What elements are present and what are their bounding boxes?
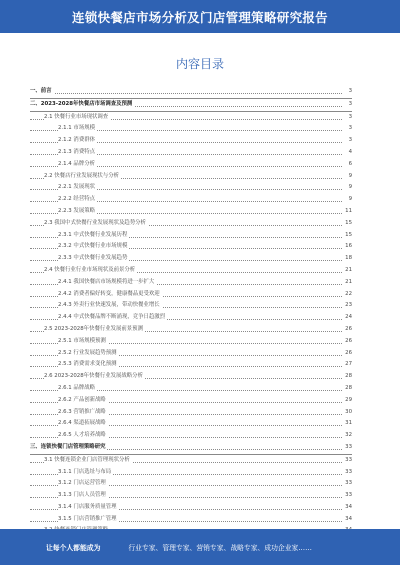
toc-entry-label: 3.1.4 门店服务质量管理	[58, 502, 119, 514]
toc-entry[interactable]	[30, 336, 352, 348]
toc-entry-label: 2.6.5 人才培养战略	[58, 430, 108, 442]
toc-entry[interactable]	[30, 123, 352, 135]
toc-entry-label: 3.1.1 门店选址与布局	[58, 467, 113, 479]
toc-entry-page: 15	[343, 218, 352, 230]
toc-entry[interactable]	[30, 478, 352, 490]
toc-entry[interactable]	[30, 135, 352, 147]
toc-entry-page: 26	[343, 348, 352, 360]
toc-entry-label: 2.4.2 消费者偏好转变，健康餐品更受欢迎	[58, 289, 162, 301]
toc-entry-page: 3	[347, 99, 352, 111]
toc-entry[interactable]	[30, 253, 352, 265]
toc-entry-label: 2.4.3 外卖行业快速发展，带动快餐业增长	[58, 300, 162, 312]
toc-entry-page: 16	[343, 241, 352, 253]
toc-entry[interactable]	[30, 502, 352, 514]
footer-slogan-right: 行业专家、管理专家、营销专家、战略专家、成功企业家……	[128, 544, 312, 552]
toc-entry-label: 2.1.2 消费群体	[58, 135, 97, 147]
toc-entry[interactable]	[30, 430, 352, 442]
toc-entry-label: 2.5 2023-2028年快餐行业发展前景预测	[44, 324, 145, 336]
toc-entry-page: 26	[343, 336, 352, 348]
footer-slogan-left: 让每个人都能成为	[46, 544, 101, 552]
toc-entry-page: 3	[347, 123, 352, 135]
toc-entry-page: 29	[343, 395, 352, 407]
toc-entry-page: 32	[343, 430, 352, 442]
toc-entry-page: 6	[347, 159, 352, 171]
toc-entry-page: 30	[343, 407, 352, 419]
toc-entry-label: 2.1.1 市场规模	[58, 123, 97, 135]
toc-entry[interactable]	[30, 514, 352, 526]
toc-entry-page: 15	[343, 230, 352, 242]
toc-entry-page: 33	[343, 455, 352, 467]
toc-entry-label: 2.1 快餐行业市场现状调查	[44, 112, 110, 124]
toc-entry-page: 31	[343, 418, 352, 430]
toc-entry-label: 2.5.3 消费需求变化预测	[58, 359, 119, 371]
toc-entry-label: 2.5.1 市场规模预测	[58, 336, 108, 348]
toc-entry-page: 34	[343, 514, 352, 526]
toc-entry-label: 二、2023-2028年快餐店市场调查及预测	[30, 99, 134, 111]
toc-entry-page: 3	[347, 112, 352, 124]
toc-entry-page: 27	[343, 359, 352, 371]
toc-entry[interactable]	[30, 407, 352, 419]
toc-entry[interactable]	[30, 371, 352, 383]
toc-entry-page: 9	[347, 194, 352, 206]
toc-entry[interactable]	[30, 455, 352, 467]
toc-entry-page: 34	[343, 502, 352, 514]
toc-entry[interactable]	[30, 395, 352, 407]
document-title: 连锁快餐店市场分析及门店管理策略研究报告	[71, 9, 328, 25]
toc-entry-label: 2.1.4 品牌分析	[58, 159, 97, 171]
toc-entry-label: 2.6.1 品牌战略	[58, 383, 97, 395]
toc-entry-page: 3	[347, 86, 352, 98]
toc-entry-page: 9	[347, 171, 352, 183]
toc-entry-page: 33	[343, 442, 352, 454]
toc-entry-label: 一、前言	[30, 86, 54, 98]
toc-entry[interactable]	[30, 442, 352, 455]
toc-entry-page: 26	[343, 324, 352, 336]
toc-entry[interactable]	[30, 348, 352, 360]
toc-entry-label: 3.1 快餐连锁企业门店管理现状分析	[44, 455, 132, 467]
toc-entry-label: 2.1.3 消费特点	[58, 147, 97, 159]
toc-leader-dots	[30, 93, 342, 94]
toc-entry[interactable]	[30, 467, 352, 479]
toc-entry-label: 2.3.3 中式快餐行业发展趋势	[58, 253, 129, 265]
toc-entry-label: 3.1.2 门店运营管理	[58, 478, 108, 490]
toc-entry-page: 9	[347, 182, 352, 194]
toc-entry-label: 2.6.3 营销推广战略	[58, 407, 108, 419]
toc-entry-label: 2.4.1 我国快餐店市场规模将进一步扩大	[58, 277, 156, 289]
toc-entry-page: 11	[343, 206, 352, 218]
toc-entry-label: 3.1.5 门店营销推广管理	[58, 514, 119, 526]
toc-entry-page: 33	[343, 478, 352, 490]
toc-entry[interactable]	[30, 418, 352, 430]
toc-entry-page: 28	[343, 383, 352, 395]
toc-entry[interactable]	[30, 112, 352, 124]
toc-entry-label: 2.4.4 中式快餐品牌不断涌现，竞争日趋激烈	[58, 312, 167, 324]
toc-entry-label: 2.3.1 中式快餐行业发展历程	[58, 230, 129, 242]
toc-entry-label: 2.6.2 产品创新战略	[58, 395, 108, 407]
toc-entry[interactable]	[30, 490, 352, 502]
toc-entry-label: 2.6.4 渠道拓展战略	[58, 418, 108, 430]
toc-entry[interactable]	[30, 182, 352, 194]
toc-entry-label: 三、连锁快餐门店管理策略研究	[30, 442, 107, 454]
toc-entry-label: 2.6 2023-2028年快餐行业发展战略分析	[44, 371, 145, 383]
toc-entry-page: 23	[343, 300, 352, 312]
toc-entry-page: 21	[343, 265, 352, 277]
toc-entry-page: 3	[347, 135, 352, 147]
toc-entry[interactable]	[30, 312, 352, 324]
toc-entry[interactable]	[30, 265, 352, 277]
toc-entry-label: 2.3.2 中式快餐行业市场规模	[58, 241, 129, 253]
toc-entry[interactable]	[30, 277, 352, 289]
toc-entry-label: 2.4 快餐行业行业市场现状及前景分析	[44, 265, 137, 277]
toc-entry[interactable]	[30, 218, 352, 230]
document-footer	[0, 529, 400, 565]
toc-entry-page: 21	[343, 277, 352, 289]
table-of-contents	[30, 86, 352, 561]
toc-entry-page: 33	[343, 467, 352, 479]
toc-entry[interactable]	[30, 383, 352, 395]
toc-entry[interactable]	[30, 289, 352, 301]
toc-entry-page: 24	[343, 312, 352, 324]
toc-entry[interactable]	[30, 241, 352, 253]
toc-entry-page: 33	[343, 490, 352, 502]
document-header	[0, 0, 400, 33]
toc-entry-page: 18	[343, 253, 352, 265]
toc-entry[interactable]	[30, 359, 352, 371]
toc-entry-label: 2.5.2 行业发展趋势预测	[58, 348, 119, 360]
toc-entry-label: 2.2.1 发展现状	[58, 182, 97, 194]
toc-entry-label: 3.1.3 门店人员管理	[58, 490, 108, 502]
toc-entry-page: 28	[343, 371, 352, 383]
toc-entry-label: 2.2 快餐店行业发展现状与分析	[44, 171, 121, 183]
toc-entry[interactable]	[30, 206, 352, 218]
toc-entry[interactable]	[30, 324, 352, 336]
toc-entry[interactable]	[30, 171, 352, 183]
toc-entry[interactable]	[30, 99, 352, 112]
toc-entry-label: 2.2.2 经营特点	[58, 194, 97, 206]
toc-entry[interactable]	[30, 300, 352, 312]
toc-entry[interactable]	[30, 86, 352, 99]
toc-entry[interactable]	[30, 159, 352, 171]
toc-entry-label: 2.2.3 发展策略	[58, 206, 97, 218]
toc-entry[interactable]	[30, 230, 352, 242]
toc-entry-label: 2.3 我国中式快餐行业发展现状及趋势分析	[44, 218, 148, 230]
toc-entry-page: 4	[347, 147, 352, 159]
toc-entry-page: 22	[343, 289, 352, 301]
toc-entry[interactable]	[30, 194, 352, 206]
toc-entry[interactable]	[30, 147, 352, 159]
toc-heading: 内容目录	[175, 57, 224, 71]
